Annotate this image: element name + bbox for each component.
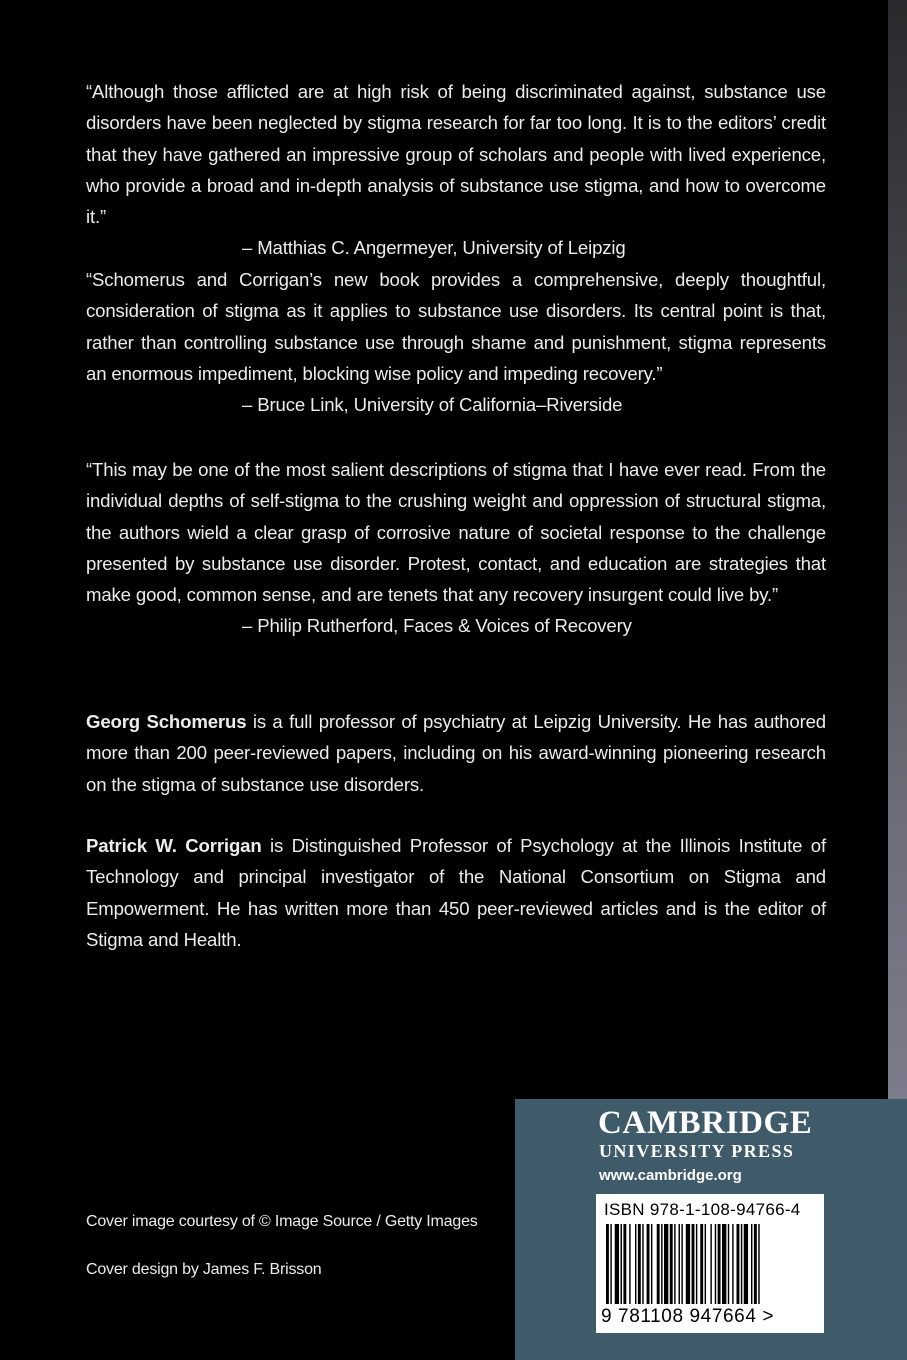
author-bio-2 bbox=[86, 830, 826, 955]
endorsement-quote-2 bbox=[86, 264, 826, 420]
cover-image-credit: Cover image courtesy of © Image Source / Getty Images bbox=[86, 1213, 478, 1230]
publisher-name: CAMBRIDGE bbox=[598, 1105, 813, 1141]
author-bio-text: is a full professor of psychiatry at Leipzig University. He has authored more than 200 peer-reviewed papers, including on his award-winning pioneering research on the stigma of substance use disorders. bbox=[86, 711, 826, 795]
quote-text: “This may be one of the most salient descriptions of stigma that I have ever read. From the individual depths of self-stigma to the crushing weight and oppression of structural stigma, the authors wield a clear grasp of corrosive nature of societal response to the challenge presented by substance use disorder. Protest, contact, and education are strategies that make good, common sense, and are tenets that any recovery insurgent could live by.” bbox=[86, 459, 826, 606]
publisher-subname: UNIVERSITY PRESS bbox=[599, 1141, 795, 1161]
cover-design-credit: Cover design by James F. Brisson bbox=[86, 1261, 322, 1278]
quote-attribution: – Matthias C. Angermeyer, University of Leipzig bbox=[242, 237, 626, 259]
endorsement-quote-3 bbox=[86, 454, 826, 642]
barcode-bars-icon bbox=[602, 1224, 818, 1306]
author-bio-text: is Distinguished Professor of Psychology at the Illinois Institute of Technology and principal investigator of the National Consortium on Stigma and Empowerment. He has written more than 450 peer-reviewed articles and is the editor of Stigma and Health. bbox=[86, 835, 826, 950]
quote-attribution: – Philip Rutherford, Faces & Voices of Recovery bbox=[242, 615, 632, 637]
isbn-label: ISBN 978-1-108-94766-4 bbox=[604, 1200, 801, 1219]
author-name: Patrick W. Corrigan bbox=[86, 835, 262, 856]
author-name: Georg Schomerus bbox=[86, 711, 247, 732]
publisher-url: www.cambridge.org bbox=[599, 1167, 742, 1184]
quote-text: “Although those afflicted are at high risk of being discriminated against, substance use disorders have been neglected by stigma research for far too long. It is to the editors’ credit that they have gathered an impressive group of scholars and people with lived experience, who provide a broad and in-depth analysis of substance use stigma, and how to overcome it.” bbox=[86, 81, 826, 228]
endorsement-quote-1 bbox=[86, 76, 826, 264]
isbn-barcode bbox=[596, 1194, 824, 1333]
barcode-digits: 9 781108 947664 > bbox=[601, 1306, 775, 1327]
author-bio-1 bbox=[86, 706, 826, 800]
quote-attribution: – Bruce Link, University of California–Riverside bbox=[242, 394, 623, 416]
quote-text: “Schomerus and Corrigan’s new book provides a comprehensive, deeply thoughtful, consideration of stigma as it applies to substance use disorders. Its central point is that, rather than controlling substance use through shame and punishment, stigma represents an enormous impediment, blocking wise policy and impeding recovery.” bbox=[86, 269, 826, 384]
